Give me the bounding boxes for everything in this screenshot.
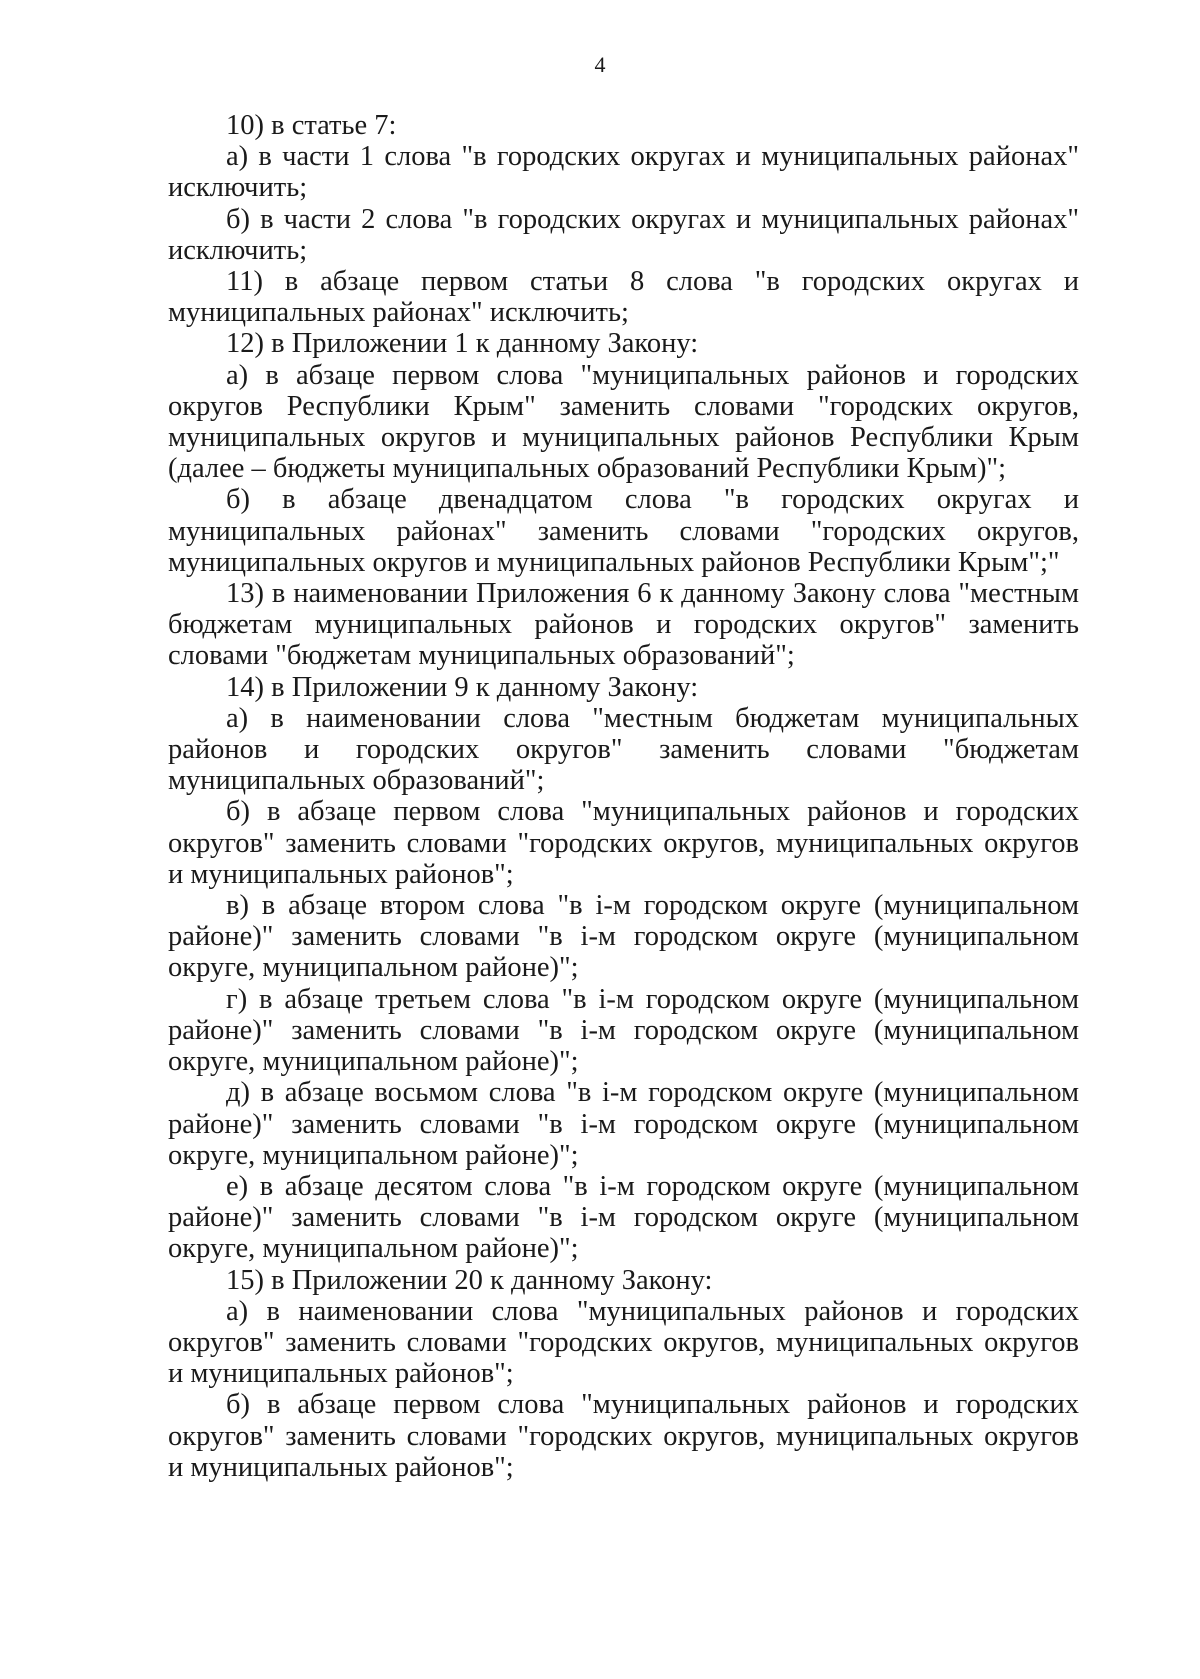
paragraph-subitem-14d: д) в абзаце восьмом слова "в i-м городском округе (муниципальном районе)" заменить словами "в i-м городском округе (муниципальном округе, муниципальном районе)"; — [168, 1077, 1079, 1171]
document-body — [168, 110, 1079, 1483]
paragraph-item-14: 14) в Приложении 9 к данному Закону: — [226, 671, 699, 703]
page-number: 4 — [594, 52, 606, 77]
paragraph-subitem-14a: а) в наименовании слова "местным бюджетам муниципальных районов и городских округов" заменить словами "бюджетам муниципальных образований"; — [168, 702, 1079, 797]
paragraph-subitem-15b: б) в абзаце первом слова "муниципальных районов и городских округов" заменить словами "городских округов, муниципальных округов и муниципальных районов"; — [168, 1389, 1079, 1483]
paragraph-subitem-14b: б) в абзаце первом слова "муниципальных районов и городских округов" заменить словами "городских округов, муниципальных округов и муниципальных районов"; — [168, 796, 1079, 890]
paragraph-item-13: 13) в наименовании Приложения 6 к данному Закону слова "местным бюджетам муниципальных районов и городских округов" заменить словами "бюджетам муниципальных образований"; — [168, 578, 1079, 672]
paragraph-subitem-14g: г) в абзаце третьем слова "в i-м городском округе (муниципальном районе)" заменить словами "в i-м городском округе (муниципальном округе, муниципальном районе)"; — [168, 983, 1079, 1078]
paragraph-subitem-12b: б) в абзаце двенадцатом слова "в городских округах и муниципальных районах" заменить словами "городских округов, муниципальных округов и муниципальных районов Республики Крым";" — [168, 484, 1079, 578]
paragraph-subitem-10a: а) в части 1 слова "в городских округах и муниципальных районах" исключить; — [168, 141, 1079, 204]
paragraph-item-12: 12) в Приложении 1 к данному Закону: — [226, 328, 699, 360]
paragraph-subitem-14v: в) в абзаце втором слова "в i-м городском округе (муниципальном районе)" заменить словами "в i-м городском округе (муниципальном округе, муниципальном районе)"; — [168, 890, 1079, 984]
paragraph-item-11: 11) в абзаце первом статьи 8 слова "в городских округах и муниципальных районах" исключить; — [168, 266, 1079, 329]
paragraph-subitem-15a: а) в наименовании слова "муниципальных районов и городских округов" заменить словами "городских округов, муниципальных округов и муниципальных районов"; — [168, 1295, 1079, 1390]
paragraph-subitem-12a: а) в абзаце первом слова "муниципальных районов и городских округов Республики Крым" заменить словами "городских округов, муниципальных округов и муниципальных районов Республики Крым (далее – бюджеты муниципальных образований Республики Крым)"; — [168, 359, 1079, 485]
paragraph-subitem-10b: б) в части 2 слова "в городских округах и муниципальных районах" исключить; — [168, 203, 1079, 266]
paragraph-subitem-14e: е) в абзаце десятом слова "в i-м городском округе (муниципальном районе)" заменить словами "в i-м городском округе (муниципальном округе, муниципальном районе)"; — [168, 1170, 1079, 1265]
paragraph-item-10: 10) в статье 7: — [226, 110, 397, 141]
paragraph-item-15: 15) в Приложении 20 к данному Закону: — [226, 1264, 713, 1296]
